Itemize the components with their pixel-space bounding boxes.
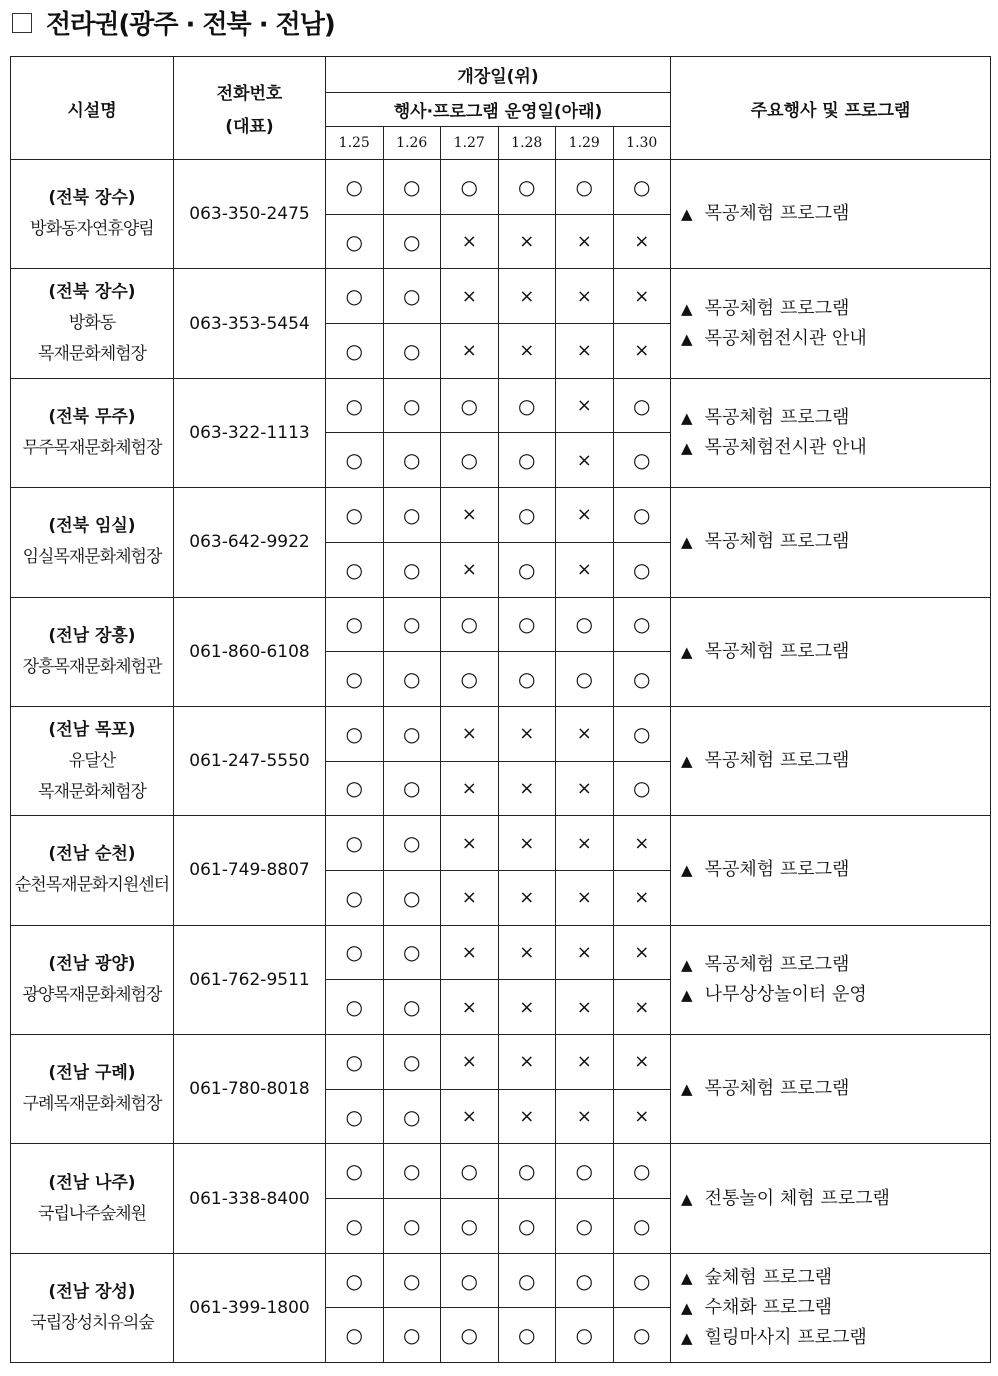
open-yes-mark: ○	[383, 816, 441, 871]
triangle-bullet-icon: ▲	[681, 533, 693, 552]
header-facility: 시설명	[11, 57, 174, 160]
facility-cell	[11, 160, 174, 269]
triangle-bullet-icon: ▲	[681, 329, 693, 348]
triangle-bullet-icon: ▲	[681, 299, 693, 318]
program-yes-mark: ○	[383, 324, 441, 379]
open-yes-mark: ○	[326, 160, 384, 215]
program-yes-mark: ○	[383, 214, 441, 269]
phone-number: 063-350-2475	[174, 160, 326, 269]
open-yes-mark: ○	[498, 160, 556, 215]
programs-cell	[671, 1253, 991, 1362]
open-no-mark: ×	[556, 488, 614, 543]
program-no-mark: ×	[613, 324, 671, 379]
open-no-mark: ×	[613, 269, 671, 324]
program-yes-mark: ○	[326, 542, 384, 597]
header-phone-line2: (대표)	[225, 117, 274, 137]
open-yes-mark: ○	[383, 269, 441, 324]
program-no-mark: ×	[498, 324, 556, 379]
program-yes-mark: ○	[441, 1308, 499, 1363]
facility-name: 방화동	[68, 313, 116, 334]
program-yes-mark: ○	[383, 980, 441, 1035]
program-text: 수채화 프로그램	[704, 1296, 832, 1318]
program-yes-mark: ○	[383, 761, 441, 816]
open-yes-mark: ○	[613, 160, 671, 215]
open-no-mark: ×	[441, 816, 499, 871]
program-yes-mark: ○	[326, 324, 384, 379]
program-text: 목공체험 프로그램	[704, 406, 850, 428]
open-yes-mark: ○	[498, 597, 556, 652]
program-yes-mark: ○	[383, 870, 441, 925]
open-yes-mark: ○	[556, 1144, 614, 1199]
open-yes-mark: ○	[383, 597, 441, 652]
program-no-mark: ×	[441, 542, 499, 597]
open-yes-mark: ○	[613, 1144, 671, 1199]
open-yes-mark: ○	[441, 378, 499, 433]
facility-cell	[11, 597, 174, 706]
open-no-mark: ×	[556, 925, 614, 980]
open-no-mark: ×	[441, 706, 499, 761]
program-text: 목공체험 프로그램	[704, 297, 850, 319]
open-yes-mark: ○	[613, 488, 671, 543]
table-row	[11, 1253, 991, 1308]
header-programs: 주요행사 및 프로그램	[671, 57, 991, 160]
program-no-mark: ×	[613, 870, 671, 925]
program-text: 목공체험 프로그램	[704, 750, 850, 772]
program-text: 목공체험 프로그램	[704, 203, 850, 225]
facility-cell	[11, 1253, 174, 1362]
program-no-mark: ×	[498, 1089, 556, 1144]
program-yes-mark: ○	[556, 1308, 614, 1363]
program-item	[681, 403, 990, 433]
program-no-mark: ×	[556, 433, 614, 488]
header-date: 1.28	[498, 127, 556, 160]
phone-number: 061-860-6108	[174, 597, 326, 706]
open-yes-mark: ○	[326, 269, 384, 324]
program-no-mark: ×	[498, 214, 556, 269]
open-yes-mark: ○	[441, 597, 499, 652]
open-yes-mark: ○	[326, 1253, 384, 1308]
program-no-mark: ×	[613, 1089, 671, 1144]
program-no-mark: ×	[441, 214, 499, 269]
program-yes-mark: ○	[498, 433, 556, 488]
phone-number: 061-780-8018	[174, 1035, 326, 1144]
facility-name: 목재문화체험장	[38, 344, 146, 365]
program-yes-mark: ○	[383, 1089, 441, 1144]
facility-region: (전남 구례)	[48, 1063, 136, 1084]
program-yes-mark: ○	[326, 1308, 384, 1363]
program-yes-mark: ○	[383, 1308, 441, 1363]
program-yes-mark: ○	[383, 433, 441, 488]
program-yes-mark: ○	[498, 542, 556, 597]
program-item	[681, 1293, 990, 1323]
program-text: 목공체험 프로그램	[704, 953, 850, 975]
program-item	[681, 980, 990, 1010]
facility-cell	[11, 378, 174, 487]
header-date: 1.25	[326, 127, 384, 160]
open-no-mark: ×	[498, 1035, 556, 1090]
phone-number: 061-247-5550	[174, 706, 326, 815]
open-yes-mark: ○	[613, 378, 671, 433]
program-yes-mark: ○	[613, 1308, 671, 1363]
program-no-mark: ×	[556, 980, 614, 1035]
open-no-mark: ×	[498, 269, 556, 324]
program-yes-mark: ○	[613, 1199, 671, 1254]
open-yes-mark: ○	[383, 1144, 441, 1199]
open-yes-mark: ○	[556, 160, 614, 215]
program-item	[681, 199, 990, 229]
facility-schedule-table	[10, 56, 991, 1363]
phone-number: 063-642-9922	[174, 488, 326, 597]
open-no-mark: ×	[441, 488, 499, 543]
facility-name: 국립장성치유의숲	[30, 1312, 154, 1333]
program-no-mark: ×	[613, 214, 671, 269]
open-no-mark: ×	[556, 816, 614, 871]
open-yes-mark: ○	[383, 378, 441, 433]
open-no-mark: ×	[556, 1035, 614, 1090]
programs-cell	[671, 378, 991, 487]
table-row	[11, 160, 991, 215]
programs-cell	[671, 1144, 991, 1253]
program-item	[681, 294, 990, 324]
program-yes-mark: ○	[326, 1089, 384, 1144]
open-yes-mark: ○	[383, 160, 441, 215]
triangle-bullet-icon: ▲	[681, 408, 693, 427]
triangle-bullet-icon: ▲	[681, 1328, 693, 1347]
program-yes-mark: ○	[383, 1199, 441, 1254]
header-program-days: 행사·프로그램 운영일(아래)	[326, 93, 671, 127]
program-no-mark: ×	[613, 980, 671, 1035]
facility-region: (전남 순천)	[48, 844, 136, 865]
program-no-mark: ×	[441, 1089, 499, 1144]
header-date: 1.30	[613, 127, 671, 160]
program-yes-mark: ○	[326, 870, 384, 925]
open-no-mark: ×	[556, 378, 614, 433]
facility-region: (전남 광양)	[48, 953, 136, 974]
phone-number: 061-762-9511	[174, 925, 326, 1034]
phone-number: 063-353-5454	[174, 269, 326, 378]
open-yes-mark: ○	[441, 160, 499, 215]
program-text: 목공체험 프로그램	[704, 531, 850, 553]
open-yes-mark: ○	[326, 1035, 384, 1090]
open-yes-mark: ○	[326, 925, 384, 980]
facility-name: 방화동자연휴양림	[30, 219, 154, 240]
open-no-mark: ×	[498, 706, 556, 761]
program-item	[681, 1184, 990, 1214]
table-row	[11, 378, 991, 433]
programs-cell	[671, 706, 991, 815]
open-yes-mark: ○	[498, 488, 556, 543]
facility-region: (전남 목포)	[48, 719, 136, 740]
triangle-bullet-icon: ▲	[681, 205, 693, 224]
triangle-bullet-icon: ▲	[681, 438, 693, 457]
program-yes-mark: ○	[441, 1199, 499, 1254]
open-yes-mark: ○	[613, 706, 671, 761]
programs-cell	[671, 1035, 991, 1144]
facility-name: 광양목재문화체험장	[22, 984, 162, 1005]
open-yes-mark: ○	[441, 1253, 499, 1308]
program-yes-mark: ○	[441, 652, 499, 707]
programs-cell	[671, 488, 991, 597]
facility-name: 장흥목재문화체험관	[22, 656, 162, 677]
phone-number: 061-399-1800	[174, 1253, 326, 1362]
triangle-bullet-icon: ▲	[681, 1268, 693, 1287]
open-yes-mark: ○	[326, 597, 384, 652]
facility-cell	[11, 925, 174, 1034]
facility-region: (전남 장흥)	[48, 625, 136, 646]
triangle-bullet-icon: ▲	[681, 1080, 693, 1099]
open-yes-mark: ○	[441, 1144, 499, 1199]
triangle-bullet-icon: ▲	[681, 642, 693, 661]
program-yes-mark: ○	[613, 652, 671, 707]
program-no-mark: ×	[556, 214, 614, 269]
program-text: 목공체험전시관 안내	[704, 436, 867, 458]
table-row	[11, 1144, 991, 1199]
program-no-mark: ×	[441, 870, 499, 925]
open-no-mark: ×	[613, 1035, 671, 1090]
program-no-mark: ×	[498, 870, 556, 925]
program-yes-mark: ○	[498, 652, 556, 707]
facility-name: 국립나주숲체원	[38, 1203, 146, 1224]
open-yes-mark: ○	[498, 1253, 556, 1308]
open-yes-mark: ○	[326, 378, 384, 433]
triangle-bullet-icon: ▲	[681, 861, 693, 880]
table-row	[11, 816, 991, 871]
facility-cell	[11, 706, 174, 815]
open-yes-mark: ○	[326, 488, 384, 543]
program-yes-mark: ○	[613, 761, 671, 816]
triangle-bullet-icon: ▲	[681, 1298, 693, 1317]
program-yes-mark: ○	[326, 980, 384, 1035]
programs-cell	[671, 160, 991, 269]
program-yes-mark: ○	[498, 1308, 556, 1363]
open-yes-mark: ○	[613, 1253, 671, 1308]
open-yes-mark: ○	[556, 1253, 614, 1308]
facility-cell	[11, 816, 174, 925]
header-phone	[174, 57, 326, 160]
program-no-mark: ×	[498, 761, 556, 816]
program-text: 목공체험 프로그램	[704, 1078, 850, 1100]
program-yes-mark: ○	[326, 214, 384, 269]
program-text: 목공체험 프로그램	[704, 640, 850, 662]
open-yes-mark: ○	[383, 925, 441, 980]
open-no-mark: ×	[441, 269, 499, 324]
program-no-mark: ×	[441, 980, 499, 1035]
section-title-text: 전라권(광주 · 전북 · 전남)	[46, 10, 335, 40]
program-item	[681, 1074, 990, 1104]
program-yes-mark: ○	[613, 433, 671, 488]
open-yes-mark: ○	[383, 706, 441, 761]
program-item	[681, 950, 990, 980]
open-yes-mark: ○	[326, 706, 384, 761]
program-no-mark: ×	[556, 542, 614, 597]
program-yes-mark: ○	[498, 1199, 556, 1254]
facility-region: (전북 장수)	[48, 188, 136, 209]
program-text: 숲체험 프로그램	[704, 1266, 832, 1288]
program-yes-mark: ○	[441, 433, 499, 488]
program-text: 전통놀이 체험 프로그램	[704, 1187, 890, 1209]
program-no-mark: ×	[556, 1089, 614, 1144]
program-no-mark: ×	[556, 761, 614, 816]
program-yes-mark: ○	[383, 652, 441, 707]
facility-name: 무주목재문화체험장	[22, 437, 162, 458]
open-no-mark: ×	[498, 816, 556, 871]
programs-cell	[671, 816, 991, 925]
open-no-mark: ×	[613, 816, 671, 871]
programs-cell	[671, 925, 991, 1034]
triangle-bullet-icon: ▲	[681, 752, 693, 771]
program-item	[681, 324, 990, 354]
program-item	[681, 746, 990, 776]
program-item	[681, 527, 990, 557]
facility-name: 임실목재문화체험장	[22, 547, 162, 568]
triangle-bullet-icon: ▲	[681, 985, 693, 1004]
facility-cell	[11, 269, 174, 378]
open-yes-mark: ○	[383, 1253, 441, 1308]
program-yes-mark: ○	[556, 1199, 614, 1254]
program-item	[681, 1323, 990, 1353]
program-no-mark: ×	[441, 324, 499, 379]
phone-number: 061-749-8807	[174, 816, 326, 925]
program-text: 힐링마사지 프로그램	[704, 1326, 867, 1348]
triangle-bullet-icon: ▲	[681, 1189, 693, 1208]
checkbox-square-icon	[12, 13, 32, 33]
program-yes-mark: ○	[613, 542, 671, 597]
table-row	[11, 706, 991, 761]
header-open-days: 개장일(위)	[326, 57, 671, 93]
table-row	[11, 925, 991, 980]
program-text: 목공체험전시관 안내	[704, 327, 867, 349]
facility-name: 목재문화체험장	[38, 781, 146, 802]
table-row	[11, 488, 991, 543]
program-yes-mark: ○	[326, 1199, 384, 1254]
header-date: 1.29	[556, 127, 614, 160]
program-no-mark: ×	[498, 980, 556, 1035]
facility-region: (전북 무주)	[48, 406, 136, 427]
open-yes-mark: ○	[556, 597, 614, 652]
open-yes-mark: ○	[326, 816, 384, 871]
header-phone-line1: 전화번호	[216, 84, 283, 104]
section-title	[12, 4, 335, 41]
facility-name: 순천목재문화지원센터	[14, 875, 170, 896]
programs-cell	[671, 269, 991, 378]
program-yes-mark: ○	[326, 433, 384, 488]
open-no-mark: ×	[556, 269, 614, 324]
open-yes-mark: ○	[326, 1144, 384, 1199]
open-yes-mark: ○	[498, 1144, 556, 1199]
facility-name: 구례목재문화체험장	[22, 1094, 162, 1115]
open-yes-mark: ○	[383, 1035, 441, 1090]
header-date: 1.26	[383, 127, 441, 160]
open-no-mark: ×	[613, 925, 671, 980]
phone-number: 061-338-8400	[174, 1144, 326, 1253]
program-item	[681, 637, 990, 667]
facility-cell	[11, 1035, 174, 1144]
program-item	[681, 433, 990, 463]
open-no-mark: ×	[441, 925, 499, 980]
facility-region: (전북 임실)	[48, 516, 136, 537]
header-date: 1.27	[441, 127, 499, 160]
open-yes-mark: ○	[498, 378, 556, 433]
table-row	[11, 269, 991, 324]
facility-region: (전남 장성)	[48, 1281, 136, 1302]
program-yes-mark: ○	[326, 652, 384, 707]
program-no-mark: ×	[556, 870, 614, 925]
facility-cell	[11, 1144, 174, 1253]
table-row	[11, 1035, 991, 1090]
program-item	[681, 1263, 990, 1293]
program-yes-mark: ○	[556, 652, 614, 707]
program-text: 목공체험 프로그램	[704, 859, 850, 881]
open-yes-mark: ○	[383, 488, 441, 543]
facility-region: (전남 나주)	[48, 1172, 136, 1193]
facility-region: (전북 장수)	[48, 282, 136, 303]
facility-name: 유달산	[68, 750, 116, 771]
open-yes-mark: ○	[613, 597, 671, 652]
program-no-mark: ×	[441, 761, 499, 816]
phone-number: 063-322-1113	[174, 378, 326, 487]
programs-cell	[671, 597, 991, 706]
facility-cell	[11, 488, 174, 597]
triangle-bullet-icon: ▲	[681, 955, 693, 974]
program-yes-mark: ○	[326, 761, 384, 816]
program-no-mark: ×	[556, 324, 614, 379]
program-item	[681, 855, 990, 885]
open-no-mark: ×	[498, 925, 556, 980]
open-no-mark: ×	[441, 1035, 499, 1090]
program-text: 나무상상놀이터 운영	[704, 983, 867, 1005]
program-yes-mark: ○	[383, 542, 441, 597]
open-no-mark: ×	[556, 706, 614, 761]
table-row	[11, 597, 991, 652]
